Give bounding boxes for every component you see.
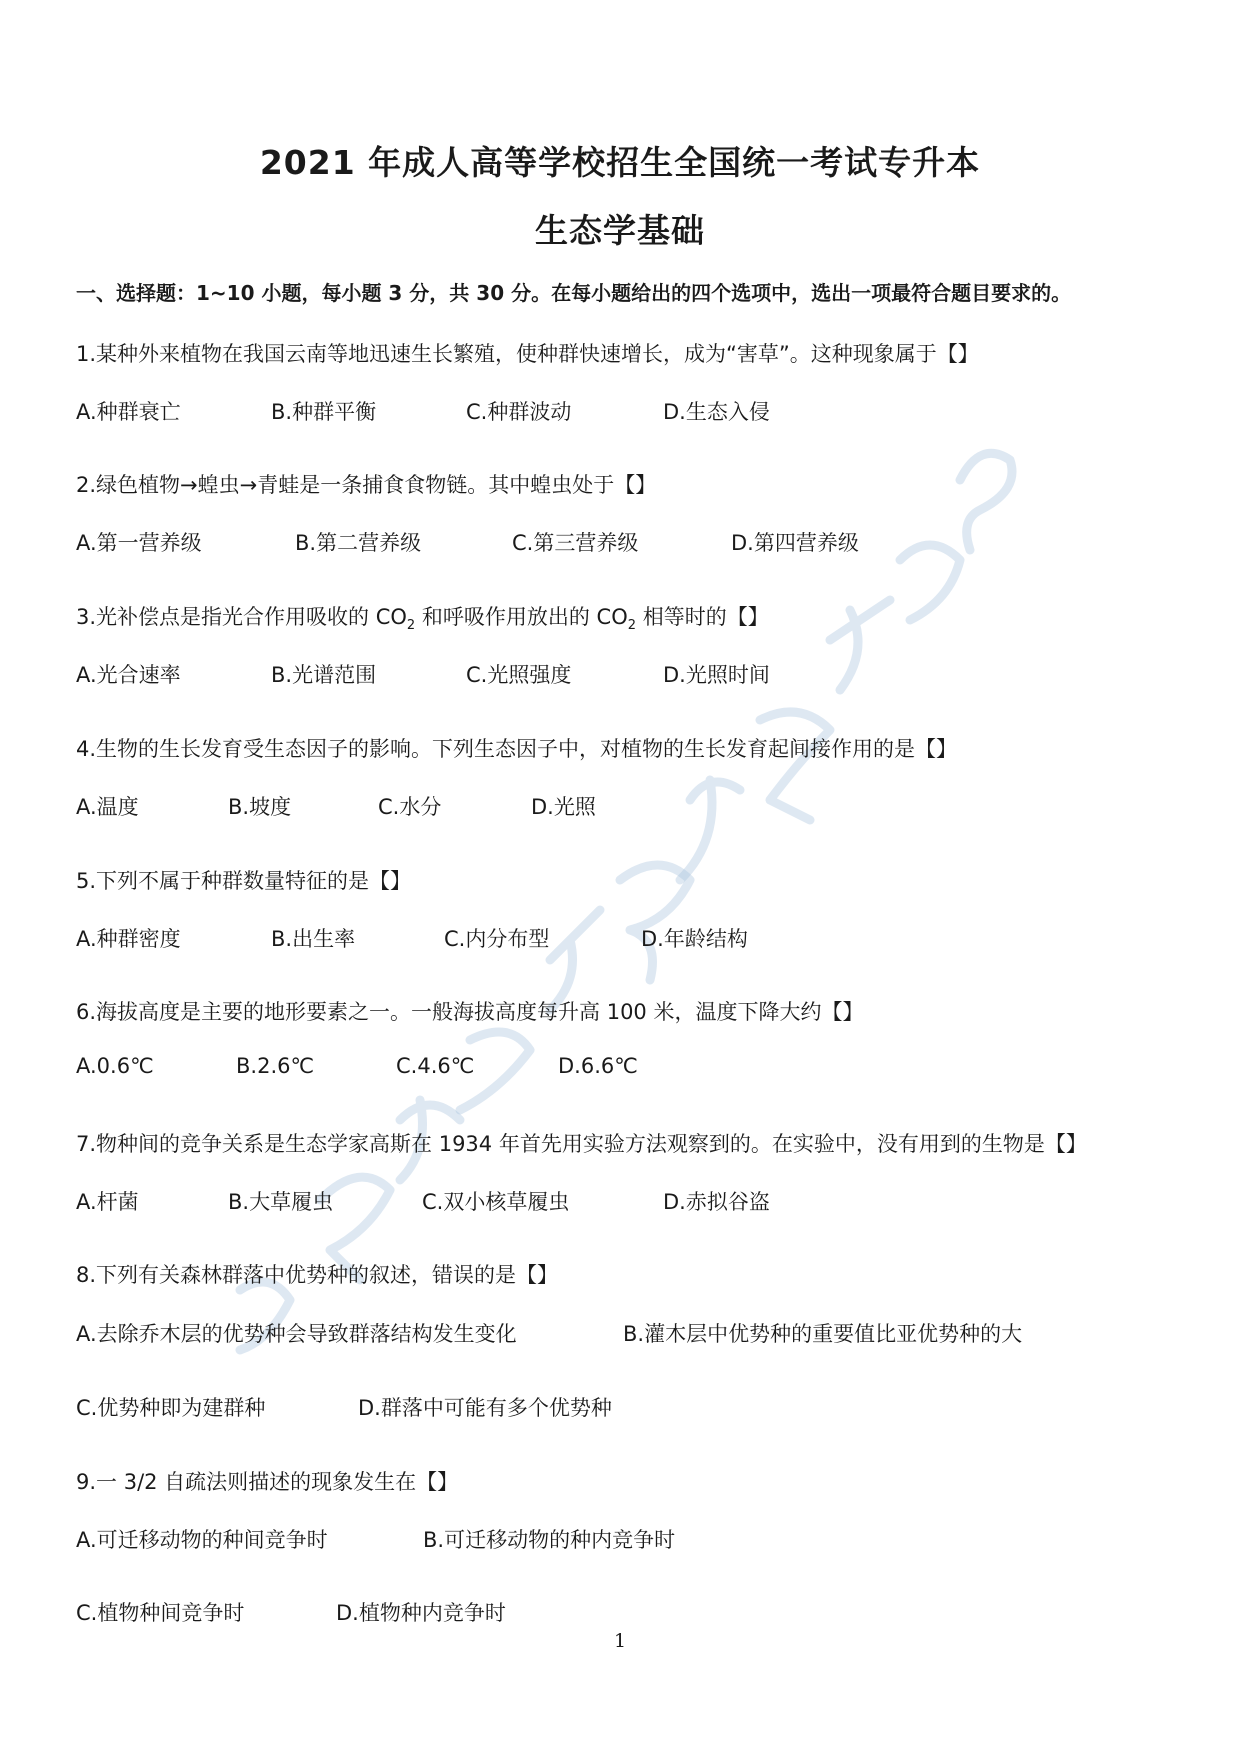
option-b: B.可迁移动物的种内竞争时	[423, 1528, 676, 1552]
options-9b	[76, 1597, 1176, 1629]
option-c: C.内分布型	[444, 927, 550, 951]
options-5	[76, 923, 1176, 955]
options-9a	[76, 1524, 1176, 1556]
option-b: B.光谱范围	[271, 663, 377, 687]
options-1	[76, 396, 1176, 428]
option-b: B.出生率	[271, 927, 356, 951]
question-text-part: 和呼吸作用放出的 CO	[415, 605, 628, 629]
question-text: 1.某种外来植物在我国云南等地迅速生长繁殖，使种群快速增长，成为“害草”。这种现象属于【】	[76, 342, 979, 366]
section-heading: 一、选择题：1~10 小题，每小题 3 分，共 30 分。在每小题给出的四个选项中，选出一项最符合题目要求的。	[76, 281, 1072, 305]
subscript-2: 2	[406, 618, 416, 634]
question-2	[76, 469, 656, 501]
question-3	[76, 601, 769, 633]
question-text: 9.一 3/2 自疏法则描述的现象发生在【】	[76, 1470, 459, 1494]
option-c: C.第三营养级	[512, 531, 639, 555]
question-1	[76, 338, 979, 370]
option-c: C.优势种即为建群种	[76, 1396, 266, 1420]
question-text: 8.下列有关森林群落中优势种的叙述，错误的是【】	[76, 1263, 559, 1287]
option-a: A.种群密度	[76, 927, 181, 951]
question-text: 6.海拔高度是主要的地形要素之一。一般海拔高度每升高 100 米，温度下降大约【】	[76, 1000, 864, 1024]
question-4	[76, 733, 957, 765]
options-7	[76, 1186, 1176, 1218]
options-8a	[76, 1318, 1176, 1350]
option-c: C.水分	[378, 795, 442, 819]
question-text: 2.绿色植物→蝗虫→青蛙是一条捕食食物链。其中蝗虫处于【】	[76, 473, 657, 497]
question-6	[76, 996, 863, 1028]
document-subtitle: 生态学基础	[535, 211, 705, 250]
options-6	[76, 1054, 1176, 1086]
question-text: 7.物种间的竞争关系是生态学家高斯在 1934 年首先用实验方法观察到的。在实验中，没有用到的生物是【】	[76, 1132, 1087, 1156]
question-8	[76, 1259, 558, 1291]
option-b: B.大草履虫	[228, 1190, 334, 1214]
option-a: A.光合速率	[76, 663, 181, 687]
document-title: 2021 年成人高等学校招生全国统一考试专升本	[259, 143, 981, 182]
option-a: A.去除乔木层的优势种会导致群落结构发生变化	[76, 1322, 517, 1346]
option-d: D.生态入侵	[663, 400, 770, 424]
option-d: D.赤拟谷盗	[663, 1190, 770, 1214]
option-a: A.0.6℃	[76, 1054, 154, 1078]
option-d: D.群落中可能有多个优势种	[358, 1396, 612, 1420]
option-b: B.坡度	[228, 795, 292, 819]
option-a: A.可迁移动物的种间竞争时	[76, 1528, 328, 1552]
option-d: D.6.6℃	[558, 1054, 638, 1078]
option-c: C.植物种间竞争时	[76, 1601, 245, 1625]
options-8b	[76, 1392, 1176, 1424]
question-text-part: 相等时的【】	[636, 605, 769, 629]
option-a: A.温度	[76, 795, 139, 819]
option-b: B.灌木层中优势种的重要值比亚优势种的大	[623, 1322, 1023, 1346]
question-7	[76, 1128, 1087, 1160]
option-c: C.4.6℃	[396, 1054, 475, 1078]
option-c: C.种群波动	[466, 400, 572, 424]
options-4	[76, 791, 1176, 823]
option-c: C.双小核草履虫	[422, 1190, 570, 1214]
page-number: 1	[613, 1630, 627, 1652]
subscript-2: 2	[627, 618, 637, 634]
option-a: A.种群衰亡	[76, 400, 181, 424]
options-3	[76, 659, 1176, 691]
option-a: A.第一营养级	[76, 531, 202, 555]
question-text: 5.下列不属于种群数量特征的是【】	[76, 869, 412, 893]
option-b: B.第二营养级	[295, 531, 422, 555]
option-c: C.光照强度	[466, 663, 572, 687]
option-d: D.年龄结构	[641, 927, 748, 951]
question-5	[76, 865, 411, 897]
option-b: B.种群平衡	[271, 400, 377, 424]
question-9	[76, 1466, 458, 1498]
option-d: D.植物种内竞争时	[336, 1601, 506, 1625]
options-2	[76, 527, 1176, 559]
option-a: A.杆菌	[76, 1190, 139, 1214]
question-text: 4.生物的生长发育受生态因子的影响。下列生态因子中，对植物的生长发育起间接作用的是【】	[76, 737, 958, 761]
question-text-part: 3.光补偿点是指光合作用吸收的 CO	[76, 605, 407, 629]
option-d: D.光照	[531, 795, 596, 819]
option-b: B.2.6℃	[236, 1054, 315, 1078]
option-d: D.光照时间	[663, 663, 770, 687]
option-d: D.第四营养级	[731, 531, 859, 555]
